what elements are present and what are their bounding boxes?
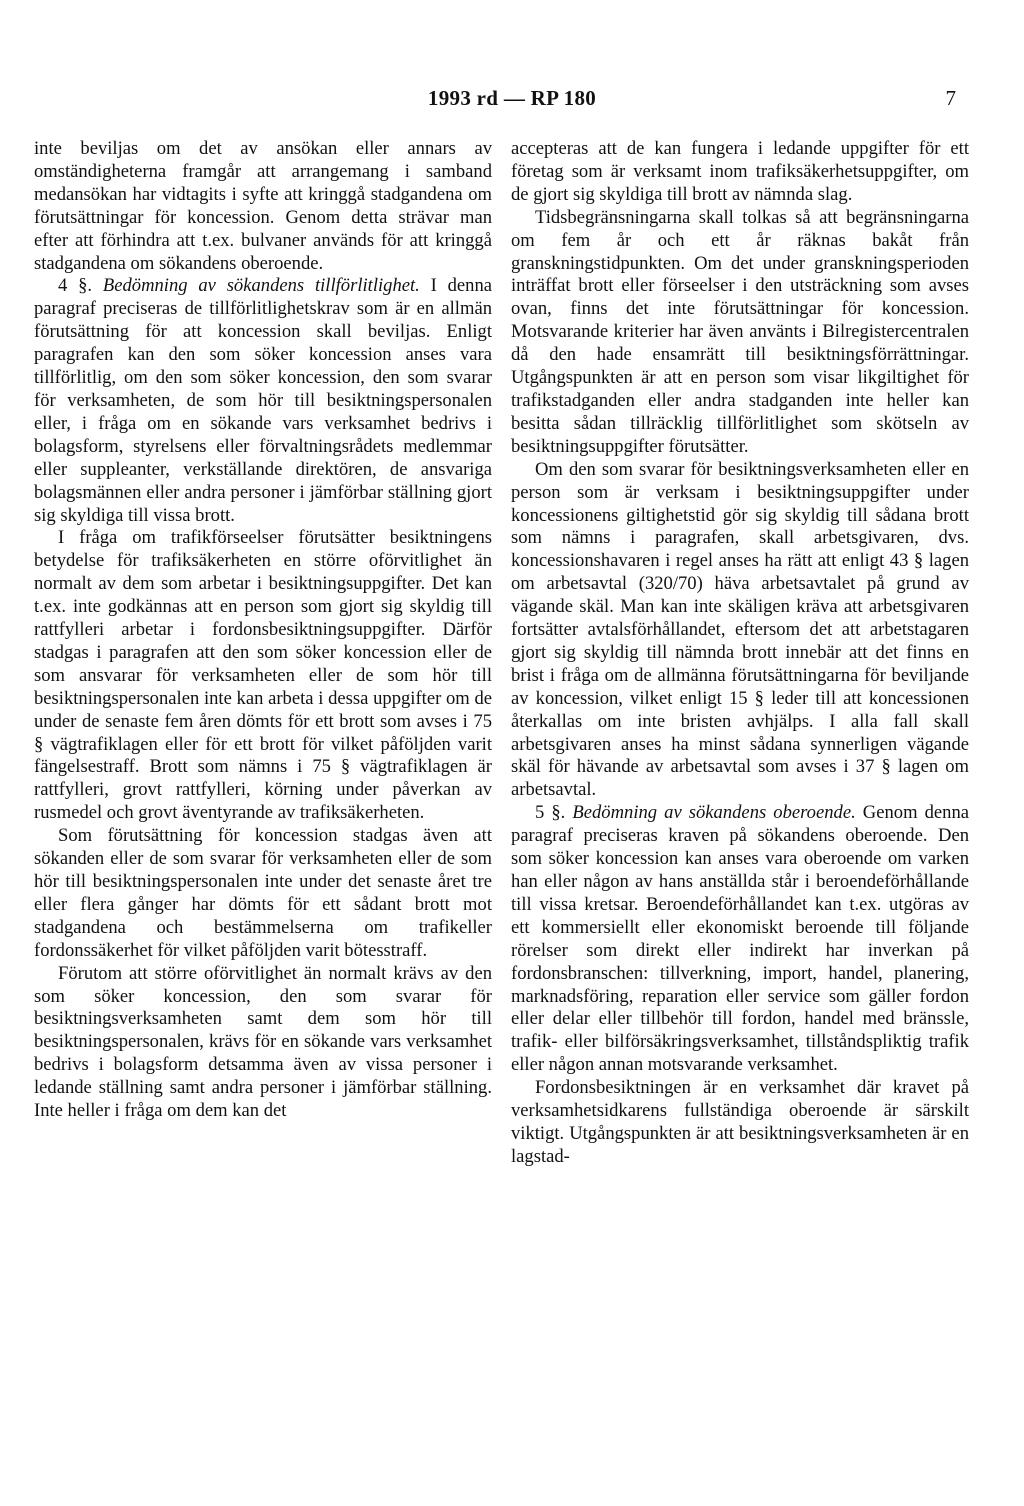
section-body: Genom denna paragraf preciseras kraven på sökandens oberoende. Den som söker koncession kan anses vara oberoende om varken han eller någon av hans anställda står i beroendeförhållande till vissa kretsar. Beroendeförhållandet kan t.ex. utgöras av ett kommersiellt eller ekonomiskt beroende till följande rörelser som direkt eller indirekt har inverkan på fordonsbranschen: tillverkning, import, handel, planering, marknadsföring, reparation eller service som gäller fordon eller delar eller tillbehör till fordon, handel med bränssle, trafik- eller bilförsäkringsverksamhet, tillståndspliktig trafik eller någon annan motsvarande verksamhet.	[511, 802, 969, 1076]
section-title: Bedömning av sökandens tillförlitlighet.	[102, 275, 420, 297]
section-number: 4 §.	[58, 275, 93, 297]
section-title: Bedömning av sökandens oberoende.	[572, 802, 856, 824]
paragraph: inte beviljas om det av ansökan eller annars av omständigheterna framgår att arrangemang i samband medansökan har vidtagits i syfte att kringgå stadgandena om förutsättningar för koncession. Genom detta strävar man efter att förhindra att t.ex. bulvaner används för att kringgå stadgandena om sökandens oberoende.	[34, 138, 492, 274]
paragraph: accepteras att de kan fungera i ledande uppgifter för ett företag som är verksamt inom trafiksäkerhetsuppgifter, om de gjort sig skyldiga till brott av nämnda slag.	[511, 138, 969, 205]
section-4-paragraph	[34, 275, 492, 527]
section-number: 5 §.	[535, 802, 566, 824]
paragraph: I fråga om trafikförseelser förutsätter besiktningens betydelse för trafiksäkerheten en större oförvitlighet än normalt av dem som arbetar i besiktningsuppgifter. Det kan t.ex. inte godkännas att en person som gjort sig skyldig till rattfylleri arbetar i fordonsbesiktningsuppgifter. Därför stadgas i paragrafen att den som söker koncession eller de som ansvarar för verksamheten eller de som hör till besiktningspersonalen inte kan arbeta i dessa uppgifter om de under de senaste fem åren dömts för ett brott som avses i 75 § vägtrafiklagen eller för ett brott för vilket påföljden varit fängelsestraff. Brott som nämns i 75 § vägtrafiklagen är rattfylleri, grovt rattfylleri, körning under påverkan av rusmedel och grovt äventyrande av trafiksäkerheten.	[34, 527, 492, 824]
paragraph: Förutom att större oförvitlighet än normalt krävs av den som söker koncession, den som svarar för besiktningsverksamheten samt dem som hör till besiktningspersonalen, krävs för en sökande vars verksamhet bedrivs i bolagsform detsamma även av vissa personer i ledande ställning samt andra personer i jämförbar ställning. Inte heller i fråga om dem kan det	[34, 962, 492, 1122]
section-body: I denna paragraf preciseras de tillförlitlighetskrav som är en allmän förutsättning för att koncession skall beviljas. Enligt paragrafen kan den som söker koncession anses vara tillförlitlig, om den som söker koncession, den som svarar för verksamheten, de som hör till besiktningspersonalen eller, i fråga om en sökande vars verksamhet bedrivs i bolagsform, styrelsens eller förvaltningsrådets medlemmar eller suppleanter, verkställande direktören, de ansvariga bolagsmännen eller andra personer i jämförbar ställning gjort sig skyldiga till vissa brott.	[34, 275, 493, 526]
running-head: 1993 rd — RP 180	[427, 86, 597, 110]
right-column	[511, 138, 969, 1169]
section-5-paragraph	[511, 802, 969, 1077]
paragraph: Om den som svarar för besiktningsverksamheten eller en person som är verksam i besiktningsuppgifter under koncessionens giltighetstid gör sig skyldig till sådana brott som nämns i paragrafen, skall arbetsgivaren, dvs. koncessionshavaren i regel anses ha rätt att enligt 43 § lagen om arbetsavtal (320/70) häva arbetsavtalet på grund av vägande skäl. Man kan inte skäligen kräva att arbetsgivaren fortsätter avtalsförhållandet, eftersom det att arbetstagaren gjort sig skyldig till nämnda brott innebär att det finns en brist i fråga om de allmänna förutsättningarna för beviljande av koncession, vilket enligt 15 § leder till att koncessionen återkallas om inte bristen avhjälps. I alla fall skall arbetsgivaren anses ha minst sådana synnerligen vägande skäl för hävande av arbetsavtal som avses i 37 § lagen om arbetsavtal.	[511, 458, 969, 801]
paragraph: Tidsbegränsningarna skall tolkas så att begränsningarna om fem år och ett år räknas bakåt från granskningstidpunkten. Om det under granskningsperioden inträffat brott eller förseelser i den utsträckning som avses ovan, finns det inte förutsättningar för koncession. Motsvarande kriterier har även använts i Bilregistercentralen då den hade ensamrätt till besiktningsförrättningar. Utgångspunkten är att en person som visar likgiltighet för trafikstadganden eller andra stadganden inte heller kan besitta sådan tillräcklig tillförlitlighet som skötseln av besiktningsuppgifter förutsätter.	[511, 206, 969, 457]
page-header	[0, 82, 1024, 116]
paragraph: Som förutsättning för koncession stadgas även att sökanden eller de som svarar för verksamheten eller de som hör till besiktningspersonalen inte under det senaste året tre eller flera gånger har dömts för ett sådant brott mot stadgandena och bestämmelserna om trafikeller fordonssäkerhet för vilket påföljden varit bötesstraff.	[34, 825, 492, 961]
page-number: 7	[945, 86, 956, 110]
paragraph: Fordonsbesiktningen är en verksamhet där kravet på verksamhetsidkarens fullständiga oberoende är särskilt viktigt. Utgångspunkten är att besiktningsverksamheten är en lagstad-	[511, 1077, 969, 1167]
left-column	[34, 138, 492, 1123]
